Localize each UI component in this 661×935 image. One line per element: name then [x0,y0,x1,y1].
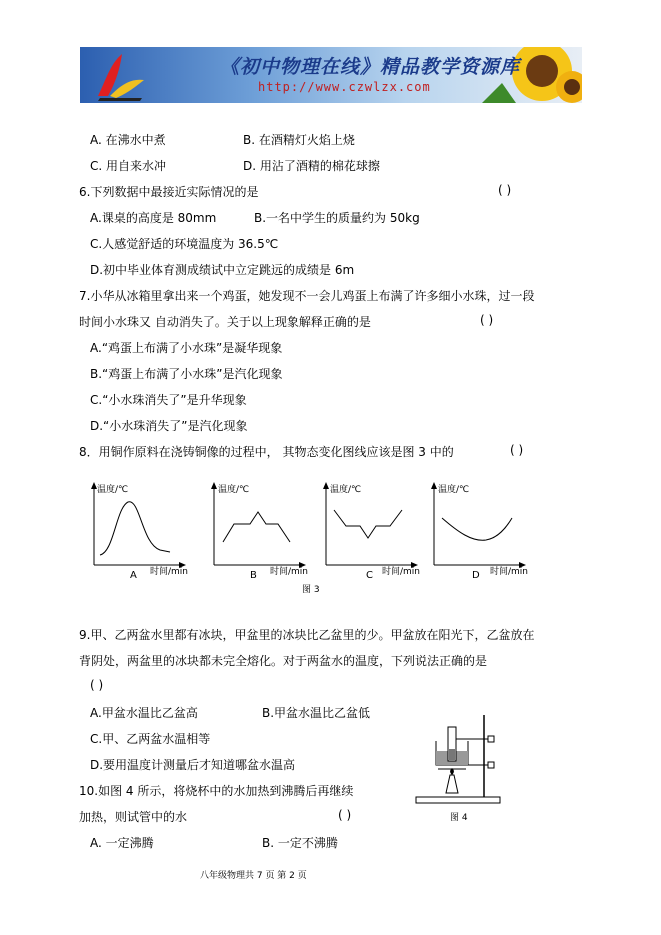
graph-d-xlabel: 时间/min [490,567,529,577]
q6-option-c: C.人感觉舒适的环境温度为 36.5℃ [90,237,279,251]
q6-stem: 6.下列数据中最接近实际情况的是 [79,185,259,199]
q10-stem-line1: 10.如图 4 所示，将烧杯中的水加热到沸腾后再继续 [79,784,354,798]
q9-option-a: A.甲盆水温比乙盆高 [90,706,198,720]
q5-option-a: A. 在沸水中煮 [90,133,166,147]
graph-b-xlabel: 时间/min [270,567,309,577]
figure-4-apparatus [412,713,512,813]
graph-c-xlabel: 时间/min [382,567,421,577]
q10-answer-paren: ( ) [338,808,352,822]
graph-a-ylabel: 温度/℃ [97,485,129,495]
figure-3-label: 图 3 [302,585,320,595]
q6-option-d: D.初中毕业体育测成绩试中立定跳远的成绩是 6m [90,263,355,277]
q9-option-d: D.要用温度计测量后才知道哪盆水温高 [90,758,296,772]
q5-option-b: B. 在酒精灯火焰上烧 [243,133,355,147]
logo-icon [90,50,150,102]
q7-stem-line2: 时间小水珠又 自动消失了。关于以上现象解释正确的是 [79,315,371,329]
header-banner [80,47,582,103]
figure-4-label: 图 4 [450,813,468,823]
q7-option-b: B.“鸡蛋上布满了小水珠”是汽化现象 [90,367,283,381]
graph-b-letter: B [250,570,257,581]
q8-stem: 8．用铜作原料在浇铸铜像的过程中， 其物态变化图线应该是图 3 中的 [79,445,454,459]
q10-option-b: B. 一定不沸腾 [262,836,338,850]
graph-d-ylabel: 温度/℃ [438,485,470,495]
graph-a-xlabel: 时间/min [150,567,189,577]
q6-option-b: B.一名中学生的质量约为 50kg [254,211,420,225]
graph-c-letter: C [366,570,373,581]
q9-option-c: C.甲、乙两盆水温相等 [90,732,211,746]
q7-option-c: C.“小水珠消失了”是升华现象 [90,393,247,407]
q10-option-a: A. 一定沸腾 [90,836,154,850]
graph-b-ylabel: 温度/℃ [218,485,250,495]
graph-c-ylabel: 温度/℃ [330,485,362,495]
q9-answer-paren: ( ) [90,678,104,692]
q5-option-d: D. 用沾了酒精的棉花球擦 [243,159,380,173]
banner-url: http://www.czwlzx.com [258,80,431,94]
q6-answer-paren: ( ) [498,183,512,197]
q7-answer-paren: ( ) [480,313,494,327]
q5-option-c: C. 用自来水冲 [90,159,167,173]
graph-a-letter: A [130,570,137,581]
q9-stem-line1: 9.甲、乙两盆水里都有冰块，甲盆里的冰块比乙盆里的少。甲盆放在阳光下，乙盆放在 [79,628,535,642]
q8-answer-paren: ( ) [510,443,524,457]
q9-option-b: B.甲盆水温比乙盆低 [262,706,371,720]
banner-title: 《初中物理在线》精品教学资源库 [220,56,521,78]
q6-option-a: A.课桌的高度是 80mm [90,211,217,225]
q7-stem-line1: 7.小华从冰箱里拿出来一个鸡蛋，她发现不一会儿鸡蛋上布满了许多细小水珠，过一段 [79,289,535,303]
q10-stem-line2: 加热，则试管中的水 [79,810,188,824]
page-footer: 八年级物理共 7 页 第 2 页 [200,871,307,881]
q7-option-a: A.“鸡蛋上布满了小水珠”是凝华现象 [90,341,283,355]
graph-d-letter: D [472,570,480,581]
q9-stem-line2: 背阴处，两盆里的冰块都未完全熔化。对于两盆水的温度，下列说法正确的是 [79,654,488,668]
q7-option-d: D.“小水珠消失了”是汽化现象 [90,419,248,433]
